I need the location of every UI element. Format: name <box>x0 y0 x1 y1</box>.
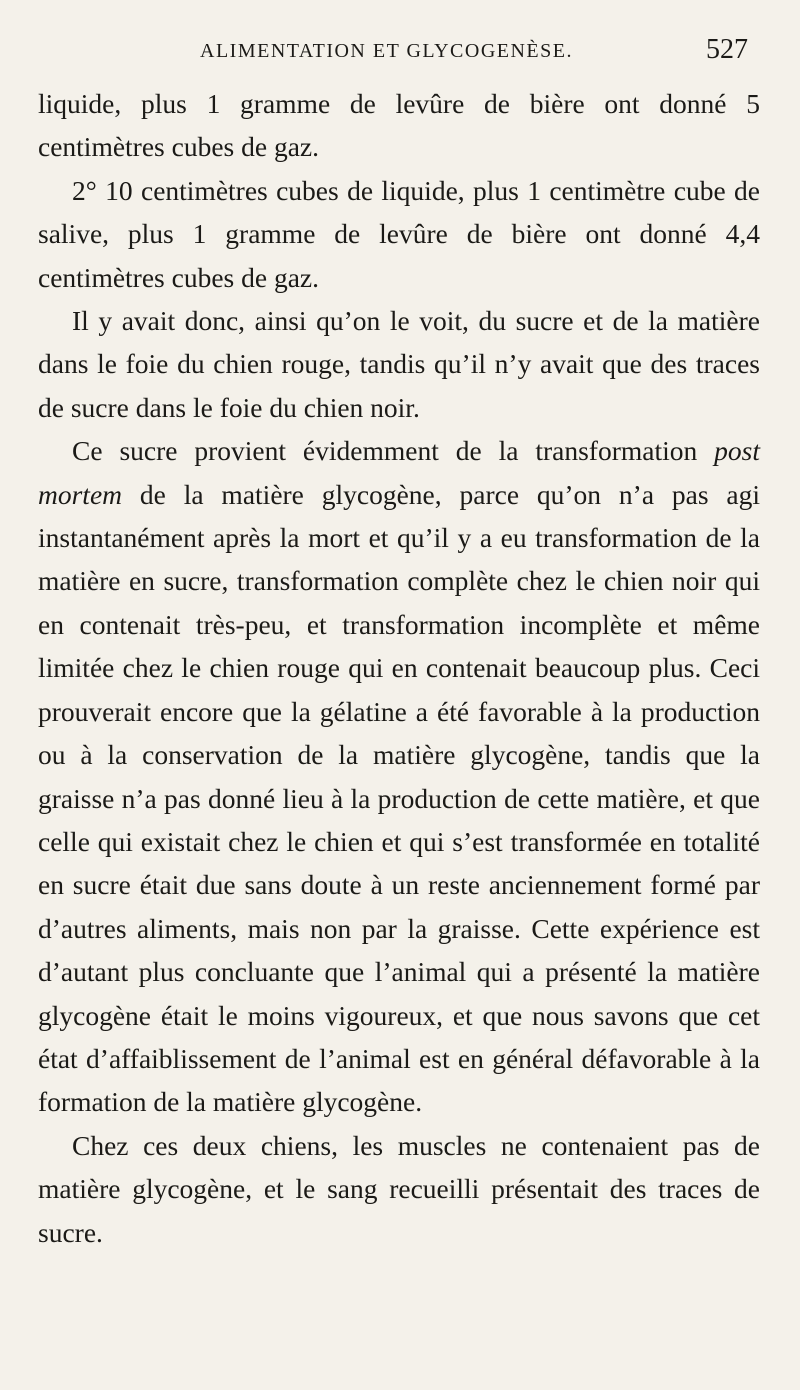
paragraph-measurement-2: 2° 10 centimètres cubes de liquide, plus 1 centimètre cube de salive, plus 1 gramme de levûre de bière ont donné 4,4 centimètres cubes de gaz. <box>38 174 760 293</box>
body-text <box>38 82 760 1254</box>
paragraph-explanation-start: Ce sucre provient évidemment de la transformation <box>72 435 698 467</box>
page-number: 527 <box>706 34 748 65</box>
page-header <box>0 34 800 74</box>
paragraph-explanation <box>38 429 760 1124</box>
paragraph-conclusion: Chez ces deux chiens, les muscles ne contenaient pas de matière glycogène, et le sang recueilli présentait des traces de sucre. <box>38 1129 760 1248</box>
running-title: ALIMENTATION ET GLYCOGENÈSE. <box>200 40 573 62</box>
paragraph-continued: liquide, plus 1 gramme de levûre de bière ont donné 5 centimètres cubes de gaz. <box>38 88 760 163</box>
italic-term: post mortem <box>38 435 761 510</box>
paragraph-explanation-rest: de la matière glycogène, parce qu’on n’a pas agi instantanément après la mort et qu’il y a eu transformation de la matière en sucre, transformation complète chez le chien noir qui en contenait très-peu, et transformation incomplète et même limitée chez le chien rouge qui en contenait beaucoup plus. Ceci prouverait encore que la gélatine a été favorable à la production ou à la conservation de la matière glycogène, tandis que la graisse n’a pas donné lieu à la production de cette matière, et que celle qui existait chez le chien et qui s’est transformée en totalité en sucre était due sans doute à un reste anciennement formé par d’autres aliments, mais non par la graisse. Cette expérience est d’autant plus concluante que l’animal qui a présenté la matière glycogène était le moins vigoureux, et que nous savons que cet état d’affaiblissement de l’animal est en général défavorable à la formation de la matière glycogène. <box>38 478 761 1118</box>
paragraph-observation: Il y avait donc, ainsi qu’on le voit, du sucre et de la matière dans le foie du chien rouge, tandis qu’il n’y avait que des traces de sucre dans le foie du chien noir. <box>38 305 760 423</box>
